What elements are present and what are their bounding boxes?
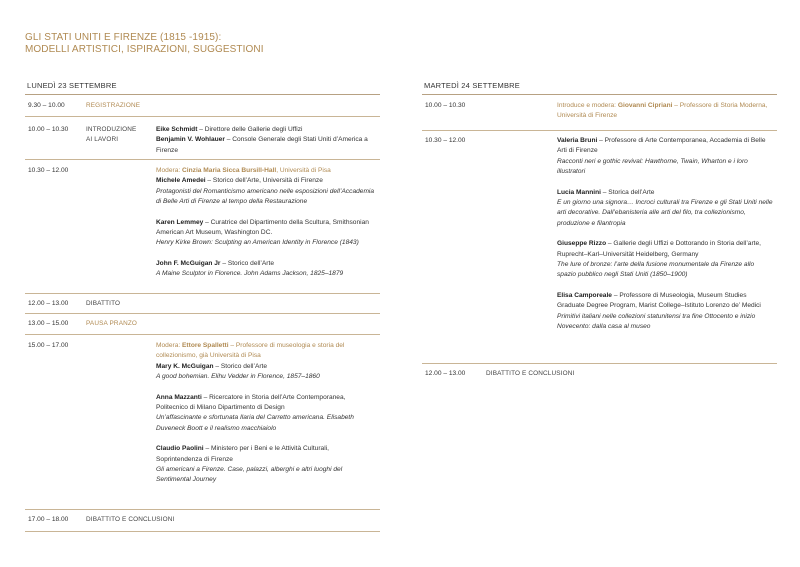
schedule-row-lunch bbox=[25, 314, 380, 335]
row-label: DIBATTITO E CONCLUSIONI bbox=[86, 516, 175, 523]
speaker-block: Valeria Bruni – Professore di Arte Contemporanea, Accademia di Belle Arti di Firenze Racconti neri e gothic revival: Hawthorne, Twain, Wharton e i loro illustratori bbox=[557, 136, 773, 178]
schedule-row-debate bbox=[25, 294, 380, 314]
moderator: Modera: Ettore Spalletti – Professore di museologia e storia del collezionismo, già Università di Pisa bbox=[156, 342, 345, 360]
row-body bbox=[557, 101, 777, 130]
row-label: DIBATTITO E CONCLUSIONI bbox=[486, 370, 575, 377]
row-body bbox=[156, 341, 380, 509]
row-time: 17.00 – 18.00 bbox=[28, 516, 69, 523]
schedule-row-session-1 bbox=[25, 160, 380, 294]
paper-title: Racconti neri e gothic revival: Hawthorne, Twain, Wharton e i loro illustratori bbox=[557, 157, 748, 176]
paper-title: Primitivi italiani nelle collezioni statunitensi tra fine Ottocento e inizio Novecento: dalla casa al museo bbox=[557, 312, 756, 331]
day1-heading: LUNEDÌ 23 SETTEMBRE bbox=[27, 81, 117, 90]
moderator: Introduce e modera: Giovanni Cipriani – Professore di Storia Moderna, Università di Firenze bbox=[557, 102, 768, 120]
schedule-row-session-3 bbox=[422, 131, 777, 364]
speaker: Eike Schmidt – Direttore delle Gallerie degli Uffizi bbox=[156, 126, 303, 133]
schedule-row-session-2 bbox=[25, 335, 380, 510]
row-time: 9.30 – 10.00 bbox=[28, 102, 65, 109]
paper-title: The lure of bronze: l’arte della fusione monumentale da Firenze allo spazio pubblico negli Stati Uniti (1850–1900) bbox=[557, 261, 755, 279]
speaker-block: Elisa Camporeale – Professore di Museologia, Museum Studies Graduate Degree Program, Marist College–Istituto Lorenzo de’ Medici Primitivi italiani nelle collezioni statunitensi tra fine Ottocento e inizio Novecento: dalla casa al museo bbox=[557, 291, 773, 333]
row-label: PAUSA PRANZO bbox=[86, 320, 138, 327]
paper-title: A Maine Sculptor in Florence. John Adams Jackson, 1825–1879 bbox=[156, 270, 344, 278]
moderator: Modera: Cinzia Maria Sicca Bursill-Hall, Università di Pisa bbox=[156, 167, 331, 174]
paper-title: Protagonisti del Romanticismo americano nelle esposizioni dell’Accademia di Belle Arti di Firenze al tempo della Restaurazione bbox=[156, 187, 375, 206]
row-body bbox=[156, 125, 380, 159]
schedule-row-closing bbox=[422, 364, 777, 384]
title-line-2: MODELLI ARTISTICI, ISPIRAZIONI, SUGGESTIONI bbox=[25, 44, 264, 55]
schedule-row-closing bbox=[25, 510, 380, 532]
speaker-block: Karen Lemmey – Curatrice del Dipartimento della Scultura, Smithsonian American Art Museum, Washington DC. Henry Kirke Brown: Sculpting an American Identity in Florence (1843) bbox=[156, 218, 376, 249]
paper-title: Henry Kirke Brown: Sculpting an American Identity in Florence (1843) bbox=[156, 239, 359, 247]
day1-schedule bbox=[25, 94, 380, 532]
speaker-block: Giuseppe Rizzo – Gallerie degli Uffizi e Dottorando in Storia dell’arte, Ruprecht–Karl–Universität Heidelberg, Germany The lure of bronze: l’arte della fusione monumentale da Firenze allo spazio pubblico negli Stati Uniti (1850–1900) bbox=[557, 239, 773, 281]
schedule-row-introduction bbox=[25, 117, 380, 160]
row-time: 13.00 – 15.00 bbox=[28, 320, 69, 327]
row-time: 10.00 – 10.30 bbox=[28, 126, 69, 133]
row-body bbox=[156, 166, 380, 293]
day2-schedule bbox=[422, 94, 777, 384]
speaker-block: Lucia Mannini – Storica dell’Arte E un giorno una signora… Incroci culturali tra Firenze e gli Stati Uniti nelle arti decorative. Dall’ebanisteria alle arti del filo, tra collezionismo, produzione e filantropia bbox=[557, 188, 773, 230]
row-time: 15.00 – 17.00 bbox=[28, 342, 69, 349]
schedule-row-registration bbox=[25, 95, 380, 117]
row-time: 10.00 – 10.30 bbox=[425, 102, 466, 109]
day1-column bbox=[25, 78, 380, 532]
row-time: 12.00 – 13.00 bbox=[28, 300, 69, 307]
day2-column bbox=[422, 78, 777, 384]
speaker-block: Modera: Cinzia Maria Sicca Bursill-Hall, Università di Pisa Michele Amedei – Storico dell’Arte, Università di Firenze Protagonisti del Romanticismo americano nelle esposizioni dell’Accademia di Belle Arti di Firenze al tempo della Restaurazione bbox=[156, 166, 376, 208]
title-line-1: GLI STATI UNITI E FIRENZE (1815 -1915): bbox=[25, 32, 222, 43]
schedule-row-introduction bbox=[422, 95, 777, 131]
speaker: Benjamin V. Wohlauer – Console Generale degli Stati Uniti d’America a Firenze bbox=[156, 136, 368, 154]
row-label: DIBATTITO bbox=[86, 300, 121, 307]
paper-title: Gli americani a Firenze. Case, palazzi, alberghi e altri luoghi del Sentimental Journey bbox=[156, 466, 343, 484]
document-title bbox=[25, 32, 264, 56]
row-label: INTRODUZIONE AI LAVORI bbox=[86, 126, 137, 144]
day2-heading: MARTEDÌ 24 SETTEMBRE bbox=[424, 81, 520, 90]
row-time: 10.30 – 12.00 bbox=[28, 167, 69, 174]
speaker-block: John F. McGuigan Jr – Storico dell’Arte A Maine Sculptor in Florence. John Adams Jackson, 1825–1879 bbox=[156, 259, 376, 280]
row-time: 12.00 – 13.00 bbox=[425, 370, 466, 377]
speaker-block: Claudio Paolini – Ministero per i Beni e le Attività Culturali, Soprintendenza di Firenze Gli americani a Firenze. Case, palazzi, alberghi e altri luoghi del Sentimental Journey bbox=[156, 444, 376, 486]
speaker-block: Modera: Ettore Spalletti – Professore di museologia e storia del collezionismo, già Università di Pisa Mary K. McGuigan – Storico dell’Arte A good bohemian. Elihu Vedder in Florence, 1857–1860 bbox=[156, 341, 376, 383]
row-body bbox=[557, 136, 777, 363]
paper-title: A good bohemian. Elihu Vedder in Florence, 1857–1860 bbox=[156, 373, 320, 381]
paper-title: E un giorno una signora… Incroci culturali tra Firenze e gli Stati Uniti nelle arti decorative. Dall’ebanisteria alle arti del filo, tra collezionismo, produzione e filantropia bbox=[557, 199, 773, 227]
speaker-block: Anna Mazzanti – Ricercatore in Storia dell’Arte Contemporanea, Politecnico di Milano Dipartimento di Design Un’affascinante e sfortunata Ilaria del Carretto americana. Elisabeth Duveneck Boott e il realismo macchiaiolo bbox=[156, 393, 376, 435]
row-label: REGISTRAZIONE bbox=[86, 102, 141, 109]
row-time: 10.30 – 12.00 bbox=[425, 137, 466, 144]
paper-title: Un’affascinante e sfortunata Ilaria del Carretto americana. Elisabeth Duveneck Boott e il realismo macchiaiolo bbox=[156, 414, 354, 432]
